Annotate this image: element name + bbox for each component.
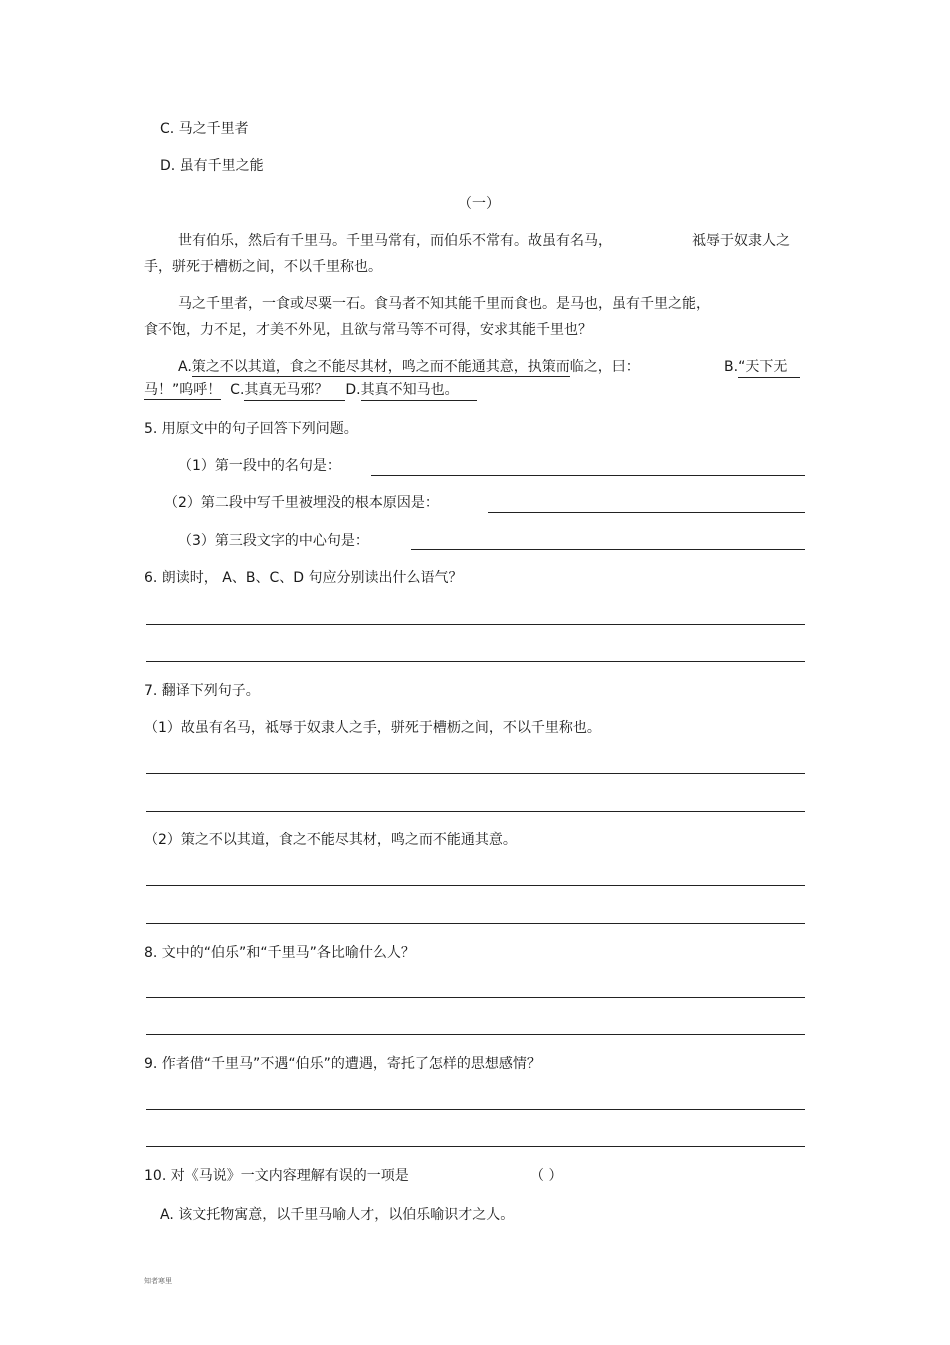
passage-p1-line1: 世有伯乐，然后有千里马。千里马常有，而伯乐不常有。故虽有名马，: [178, 233, 612, 249]
q7-answer-line-2[interactable]: [146, 811, 805, 812]
passage-p1-line1-end: 祗辱于奴隶人之: [692, 233, 790, 249]
q5-sub1: （1）第一段中的名句是：: [178, 458, 341, 474]
sentence-b-label: B.: [724, 359, 739, 375]
q8-answer-line-2[interactable]: [146, 1034, 805, 1035]
q5-sub3: （3）第三段文字的中心句是：: [178, 533, 369, 549]
q5-title: 5. 用原文中的句子回答下列问题。: [144, 421, 358, 437]
passage-p2-line2: 食不饱，力不足，才美不外见，且欲与常马等不可得，安求其能千里也？: [144, 322, 592, 338]
q10-answer-bracket[interactable]: （ ）: [530, 1168, 563, 1184]
sentence-c-label: C.: [230, 382, 245, 398]
passage-p3-b: [724, 358, 800, 378]
passage-p2-line1: 马之千里者，一食或尽粟一石。食马者不知其能千里而食也。是马也，虽有千里之能，: [178, 296, 710, 312]
sentence-a-tail: 临之，曰：: [569, 359, 640, 375]
q7-sub2: （2）策之不以其道，食之不能尽其材，鸣之而不能通其意。: [144, 832, 517, 848]
passage-p1-line2: 手，骈死于槽枥之间，不以千里称也。: [144, 259, 382, 275]
sentence-c: 其真无马邪？: [244, 381, 345, 401]
q5-answer-line-2[interactable]: [488, 512, 805, 513]
q8-answer-line-1[interactable]: [146, 997, 805, 998]
q5-answer-line-1[interactable]: [371, 475, 805, 476]
page-footer: 知者寒里: [144, 1277, 172, 1285]
sentence-a-label: A.: [178, 359, 192, 375]
q5-answer-line-3[interactable]: [411, 549, 805, 550]
passage-p3-line2: [144, 381, 477, 401]
sentence-b-end: 马！”呜呼！: [144, 382, 222, 398]
q9-answer-line-1[interactable]: [146, 1109, 805, 1110]
sentence-d: 其真不知马也。: [361, 381, 477, 401]
q9-answer-line-2[interactable]: [146, 1146, 805, 1147]
q10-option-a: A. 该文托物寓意，以千里马喻人才，以伯乐喻识才之人。: [160, 1207, 515, 1223]
q5-sub2: （2）第二段中写千里被埋没的根本原因是：: [164, 495, 439, 511]
sentence-d-label: D.: [345, 382, 361, 398]
option-c: C. 马之千里者: [160, 121, 249, 137]
q6-answer-line-1[interactable]: [146, 624, 805, 625]
q7-title: 7. 翻译下列句子。: [144, 683, 260, 699]
passage-p3-line1: [178, 358, 640, 376]
q8-title: 8. 文中的“伯乐”和“千里马”各比喻什么人？: [144, 945, 415, 961]
q7-answer-line-4[interactable]: [146, 923, 805, 924]
q7-answer-line-3[interactable]: [146, 885, 805, 886]
sentence-b: “天下无: [738, 358, 800, 378]
q6-answer-line-2[interactable]: [146, 661, 805, 662]
q9-title: 9. 作者借“千里马”不遇“伯乐”的遭遇，寄托了怎样的思想感情？: [144, 1056, 541, 1072]
q6-title: 6. 朗读时， A、B、C、D 句应分别读出什么语气？: [144, 570, 463, 586]
option-d: D. 虽有千里之能: [160, 158, 264, 174]
section-heading: （一）: [458, 196, 500, 212]
q7-sub1: （1）故虽有名马，祗辱于奴隶人之手，骈死于槽枥之间，不以千里称也。: [144, 720, 601, 736]
q7-answer-line-1[interactable]: [146, 773, 805, 774]
q10-title: 10. 对《马说》一文内容理解有误的一项是: [144, 1168, 409, 1184]
sentence-a: 策之不以其道，食之不能尽其材，鸣之而不能通其意，执策而: [191, 359, 570, 375]
